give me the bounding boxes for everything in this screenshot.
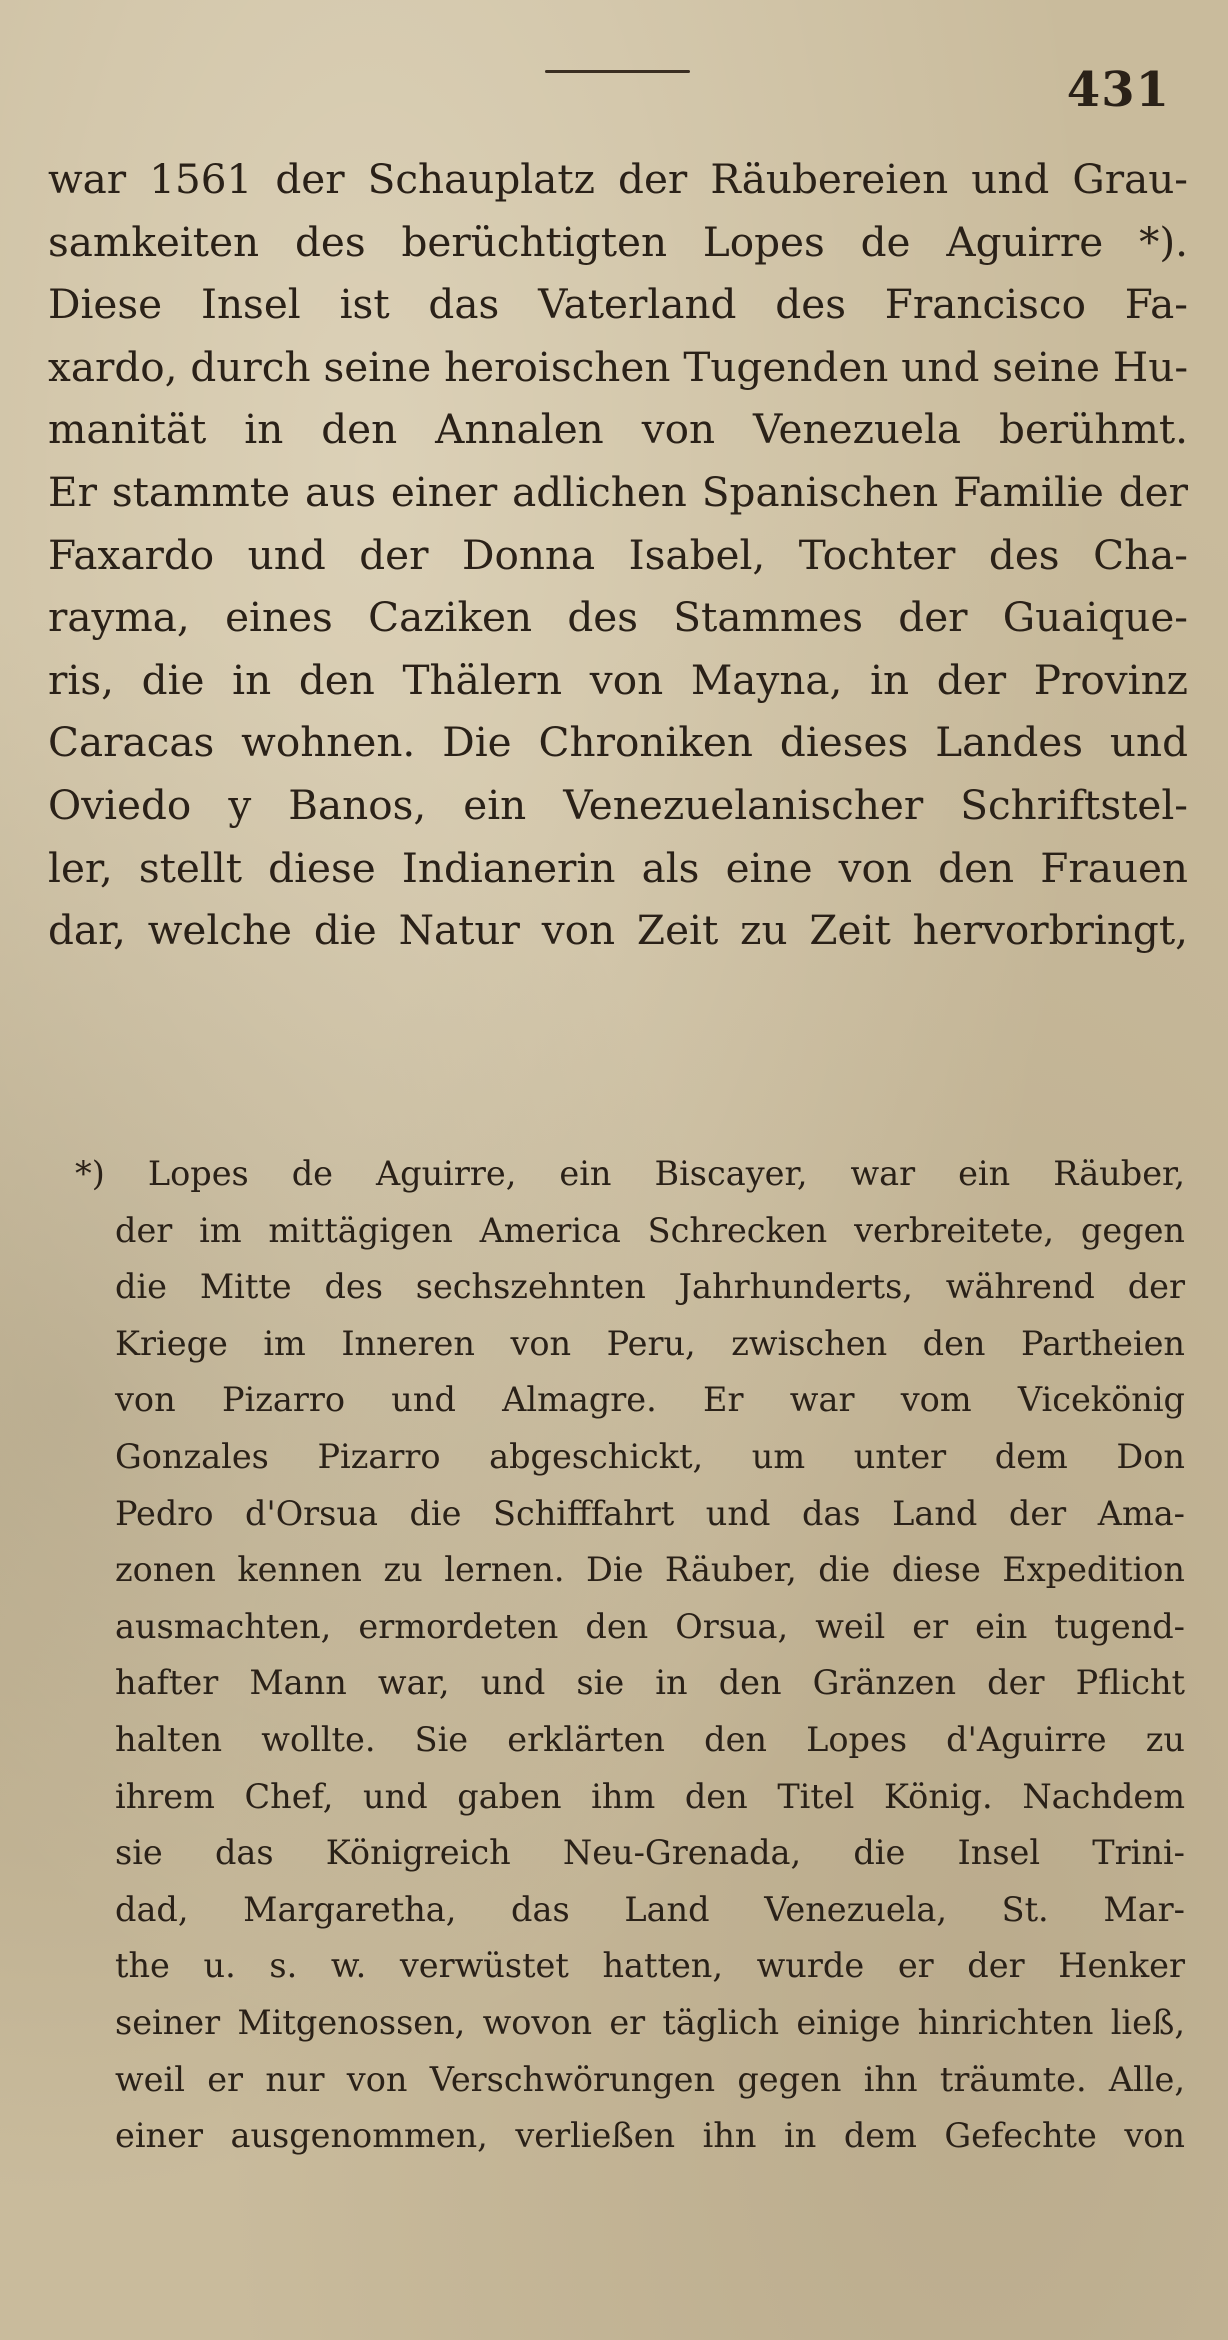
main-text-block [48,148,1188,962]
main-text-line: war 1561 der Schauplatz der Räubereien und Grau- [48,155,1188,203]
main-text-line: Er stammte aus einer adlichen Spanischen Familie der [48,467,1188,516]
footnote-line: sie das Königreich Neu-Grenada, die Insel Trini- [115,1833,1185,1873]
main-text-line: Caracas wohnen. Die Chroniken dieses Landes und [48,718,1188,767]
page-number: 431 [1066,62,1170,118]
footnote-block [75,1146,1185,2165]
footnote-line: ihrem Chef, und gaben ihm den Titel König. Nachdem [115,1776,1185,1816]
footnote-line: ausmachten, ermordeten den Orsua, weil er ein tugend- [115,1606,1185,1646]
main-text-line: ris, die in den Thälern von Mayna, in der Provinz [48,655,1188,704]
main-text-line: ler, stellt diese Indianerin als eine von den Frauen [48,843,1188,892]
footnote-line: der im mittägigen America Schrecken verbreitete, gegen [115,1210,1185,1250]
main-text-line: rayma, eines Caziken des Stammes der Guaique- [48,593,1188,642]
footnote-line: seiner Mitgenossen, wovon er täglich einige hinrichten ließ, [115,2002,1185,2042]
footnote-line: Pedro d'Orsua die Schifffahrt und das Land der Ama- [115,1493,1185,1533]
main-text-line: Oviedo y Banos, ein Venezuelanischer Schriftstel- [48,780,1188,829]
footnote-line: hafter Mann war, und sie in den Gränzen der Pflicht [115,1663,1185,1703]
footnote-line: Gonzales Pizarro abgeschickt, um unter dem Don [115,1436,1185,1476]
main-text-line: dar, welche die Natur von Zeit zu Zeit hervorbringt, [48,906,1188,955]
footnote-line: die Mitte des sechszehnten Jahrhunderts, während der [115,1267,1185,1307]
main-text-line: samkeiten des berüchtigten Lopes de Aguirre *). [48,217,1188,266]
footnote-line: einer ausgenommen, verließen ihn in dem Gefechte von [115,2116,1185,2156]
footnote-line: the u. s. w. verwüstet hatten, wurde er der Henker [115,1946,1185,1986]
header-rule [545,70,690,73]
main-text-line: Diese Insel ist das Vaterland des Francisco Fa- [48,280,1188,329]
footnote-line: Kriege im Inneren von Peru, zwischen den Partheien [115,1323,1185,1363]
footnote-text: Lopes de Aguirre, ein Biscayer, war ein Räuber, [147,1154,1185,1193]
main-text-line: manität in den Annalen von Venezuela berühmt. [48,405,1188,454]
footnote-line: halten wollte. Sie erklärten den Lopes d'Aguirre zu [115,1719,1185,1759]
footnote-line [75,1146,1185,1203]
footnote-line: weil er nur von Verschwörungen gegen ihn träumte. Alle, [115,2059,1185,2099]
footnote-line: dad, Margaretha, das Land Venezuela, St. Mar- [115,1889,1185,1929]
footnote-line: zonen kennen zu lernen. Die Räuber, die diese Expedition [115,1550,1185,1590]
footnote-marker: *) [75,1154,105,1193]
main-text-line: xardo, durch seine heroischen Tugenden und seine Hu- [48,342,1188,391]
main-text-line: Faxardo und der Donna Isabel, Tochter des Cha- [48,530,1188,579]
footnote-line: von Pizarro und Almagre. Er war vom Vicekönig [115,1380,1185,1420]
